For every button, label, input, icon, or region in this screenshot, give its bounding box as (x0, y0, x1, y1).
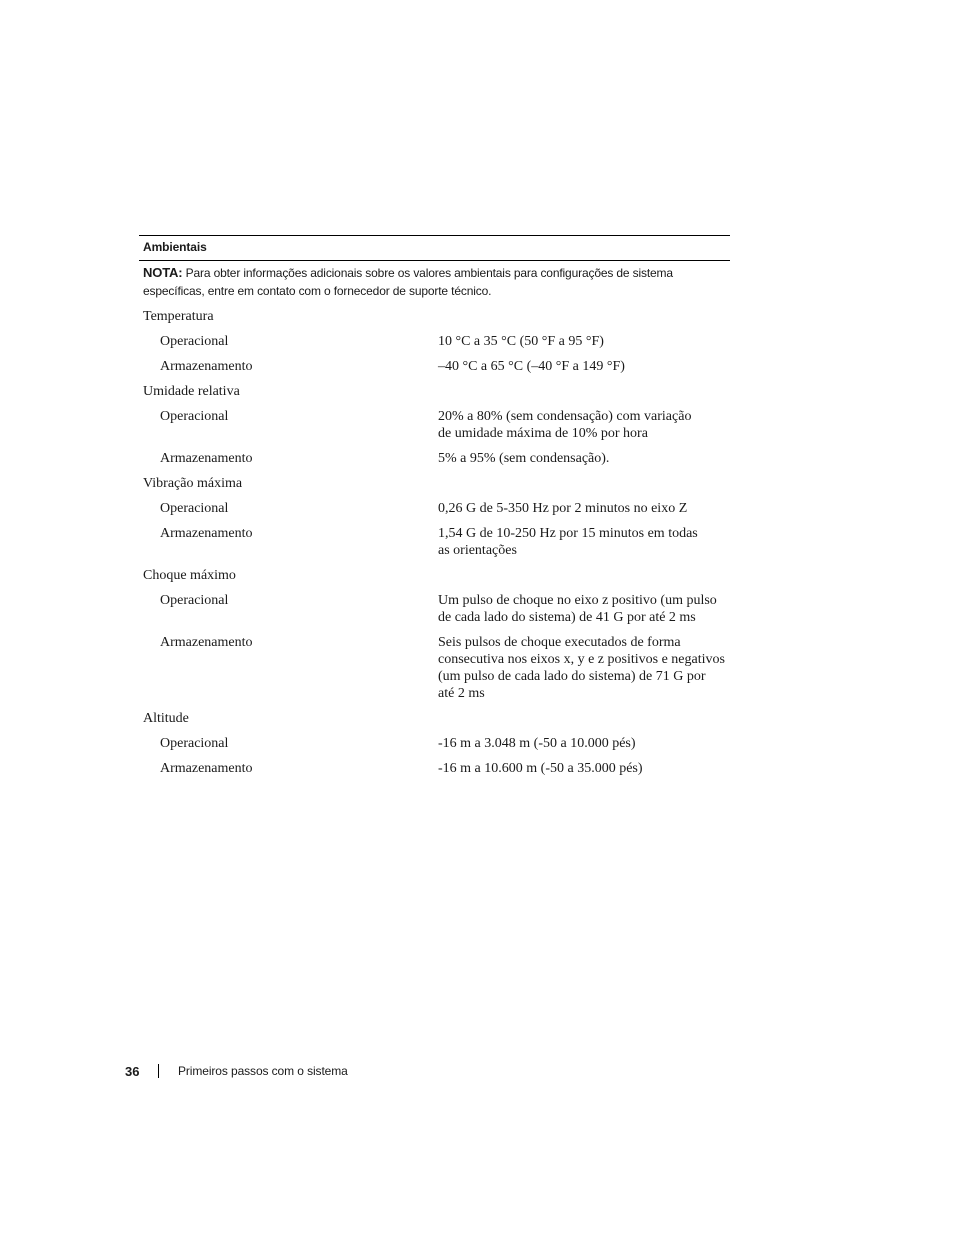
table-title: Ambientais (143, 240, 207, 254)
spec-row (139, 735, 730, 760)
row-value: 20% a 80% (sem condensação) com variação de umidade máxima de 10% por hora (438, 409, 692, 441)
row-value: 10 °C a 35 °C (50 °F a 95 °F) (438, 334, 604, 349)
note-text: Para obter informações adicionais sobre os valores ambientais para configurações de sistema específicas, entre em contato com o fornecedor de suporte técnico. (143, 266, 673, 298)
spec-row (139, 634, 730, 710)
row-label: Armazenamento (160, 359, 253, 374)
row-value: Seis pulsos de choque executados de forma consecutiva nos eixos x, y e z positivos e negativos (um pulso de cada lado do sistema) de 71 G por até 2 ms (438, 635, 725, 701)
note-label: NOTA: (143, 265, 183, 280)
spec-row (139, 358, 730, 383)
section-max-vibration (139, 475, 730, 567)
row-label: Operacional (160, 334, 229, 349)
section-heading: Choque máximo (143, 568, 236, 583)
section-heading: Temperatura (143, 309, 214, 324)
spec-row (139, 500, 730, 525)
row-label: Operacional (160, 593, 229, 608)
row-label: Operacional (160, 409, 229, 424)
section-max-shock (139, 567, 730, 710)
row-label: Armazenamento (160, 635, 253, 650)
spec-row (139, 760, 730, 785)
section-heading: Vibração máxima (143, 476, 243, 491)
spec-row (139, 333, 730, 358)
row-label: Armazenamento (160, 761, 253, 776)
footer-chapter-title: Primeiros passos com o sistema (178, 1064, 348, 1078)
row-value: 5% a 95% (sem condensação). (438, 451, 610, 466)
spec-sections (139, 308, 730, 785)
row-value: 0,26 G de 5-350 Hz por 2 minutos no eixo Z (438, 501, 688, 516)
section-altitude (139, 710, 730, 785)
row-value: Um pulso de choque no eixo z positivo (um pulso de cada lado do sistema) de 41 G por até 2 ms (438, 593, 717, 625)
page-number: 36 (125, 1063, 140, 1079)
footer-divider (158, 1064, 159, 1078)
section-heading: Altitude (143, 711, 189, 726)
spec-row (139, 408, 730, 450)
row-value: -16 m a 10.600 m (-50 a 35.000 pés) (438, 761, 643, 776)
page-footer (125, 1061, 348, 1081)
section-temperature (139, 308, 730, 383)
row-label: Operacional (160, 736, 229, 751)
row-value: –40 °C a 65 °C (–40 °F a 149 °F) (438, 359, 625, 374)
row-value: 1,54 G de 10-250 Hz por 15 minutos em todas as orientações (438, 526, 698, 558)
row-label: Armazenamento (160, 451, 253, 466)
row-label: Armazenamento (160, 526, 253, 541)
spec-row (139, 450, 730, 475)
section-heading: Umidade relativa (143, 384, 240, 399)
spec-row (139, 592, 730, 634)
note (139, 261, 730, 300)
row-label: Operacional (160, 501, 229, 516)
row-value: -16 m a 3.048 m (-50 a 10.000 pés) (438, 736, 636, 751)
section-relative-humidity (139, 383, 730, 475)
environmental-specs-table (139, 235, 730, 785)
spec-row (139, 525, 730, 567)
